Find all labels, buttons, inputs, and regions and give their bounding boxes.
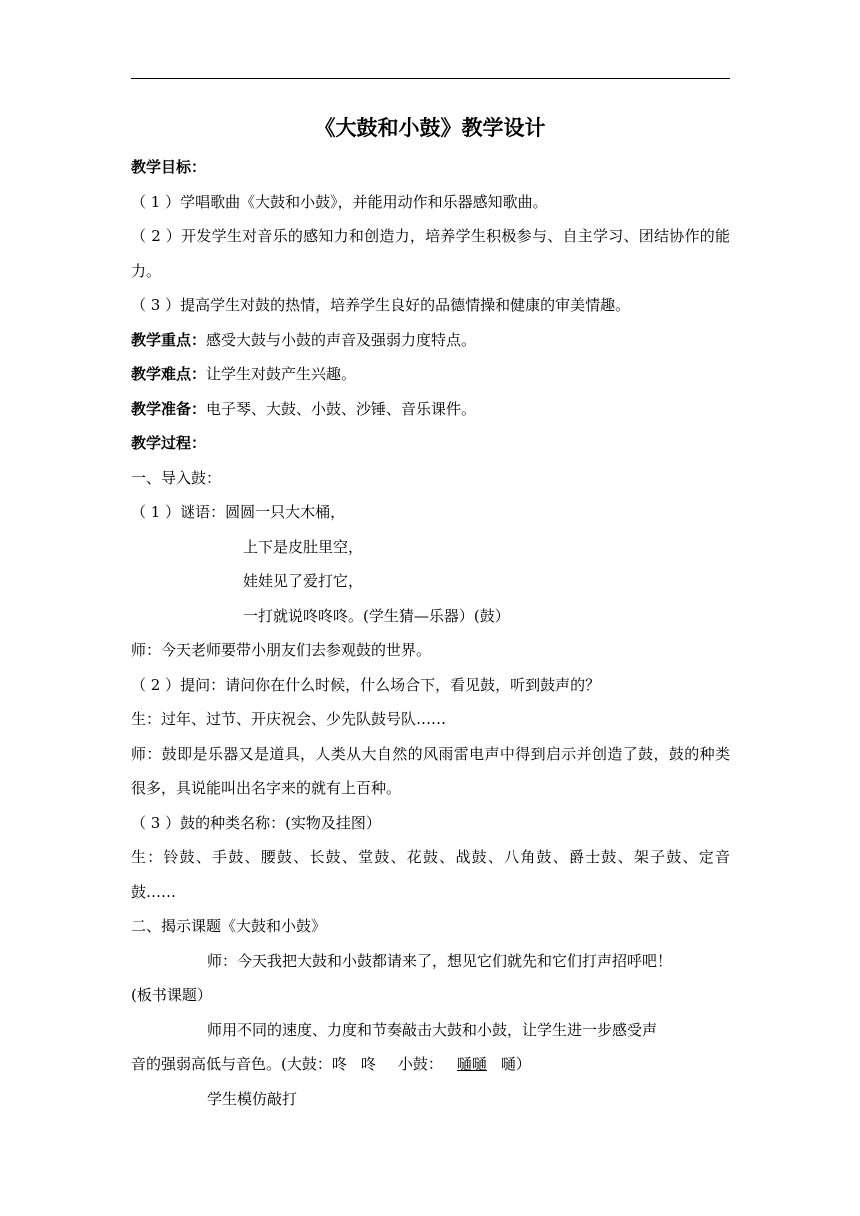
difficulty-text: 让学生对鼓产生兴趣。 xyxy=(206,365,357,383)
section2-para-line-1: 师用不同的速度、力度和节奏敲击大鼓和小鼓，让学生进一步感受声 xyxy=(207,1020,658,1039)
riddle-line-4: 一打就说咚咚咚。(学生猜—乐器）(鼓） xyxy=(243,606,510,625)
document-body xyxy=(131,150,730,1116)
document-title: 《大鼓和小鼓》教学设计 xyxy=(314,116,546,140)
difficulty xyxy=(131,357,730,392)
para-line-2-part-c: 小鼓： xyxy=(397,1055,443,1073)
header-rule xyxy=(131,78,730,79)
teacher-line-1: 师：今天老师要带小朋友们去参观鼓的世界。 xyxy=(131,641,432,659)
section2-teacher-line-2: (板书课题） xyxy=(131,986,212,1004)
question-3: （ 3 ）鼓的种类名称：(实物及挂图） xyxy=(131,813,381,832)
difficulty-label: 教学难点： xyxy=(131,365,207,383)
objectives-label: 教学目标： xyxy=(131,158,207,176)
section2-imitate: 学生模仿敲打 xyxy=(207,1089,298,1108)
para-line-2-part-e: 嗵） xyxy=(500,1055,531,1073)
question-2: （ 2 ）提问：请问你在什么时候，什么场合下，看见鼓，听到鼓声的？ xyxy=(131,675,601,694)
section2-teacher-line-1: 师：今天我把大鼓和小鼓都请来了，想见它们就先和它们打声招呼吧！ xyxy=(207,951,673,970)
para-line-2-part-a: 音的强弱高低与音色。(大鼓：咚 xyxy=(131,1055,347,1073)
student-line-2: 生：铃鼓、手鼓、腰鼓、长鼓、堂鼓、花鼓、战鼓、八角鼓、爵士鼓、架子鼓、定音鼓…… xyxy=(131,848,730,901)
preparation-label: 教学准备： xyxy=(131,399,207,418)
objective-2: （ 2 ）开发学生对音乐的感知力和创造力，培养学生积极参与、自主学习、团结协作的能力。 xyxy=(131,227,730,280)
riddle-line-2: 上下是皮肚里空， xyxy=(243,537,364,556)
section2-heading: 二、揭示课题《大鼓和小鼓》 xyxy=(131,917,327,935)
preparation xyxy=(131,392,730,427)
teacher-line-2: 师：鼓即是乐器又是道具，人类从大自然的风雨雷电声中得到启示并创造了鼓，鼓的种类很多，具说能叫出名字来的就有上百种。 xyxy=(131,744,730,797)
section2-para-line-2 xyxy=(131,1047,730,1082)
objective-3: （ 3 ）提高学生对鼓的热情，培养学生良好的品德情操和健康的审美情趣。 xyxy=(131,296,631,314)
riddle-line-3: 娃娃见了爱打它， xyxy=(243,572,364,590)
process-label: 教学过程： xyxy=(131,434,207,452)
key-points-text: 感受大鼓与小鼓的声音及强弱力度特点。 xyxy=(206,330,477,349)
student-line-1: 生：过年、过节、开庆祝会、少先队鼓号队…… xyxy=(131,710,447,728)
key-points xyxy=(131,323,730,358)
preparation-text: 电子琴、大鼓、小鼓、沙锤、音乐课件。 xyxy=(206,399,477,418)
section1-heading: 一、导入鼓： xyxy=(131,468,222,487)
objective-1: （ 1 ）学唱歌曲《大鼓和小鼓》，并能用动作和乐器感知歌曲。 xyxy=(131,192,548,211)
para-line-2-part-d: 嗵嗵 xyxy=(456,1055,487,1073)
riddle-first-line: （ 1 ）谜语：圆圆一只大木桶， xyxy=(131,503,346,521)
para-line-2-part-b: 咚 xyxy=(360,1055,376,1073)
key-points-label: 教学重点： xyxy=(131,330,207,349)
